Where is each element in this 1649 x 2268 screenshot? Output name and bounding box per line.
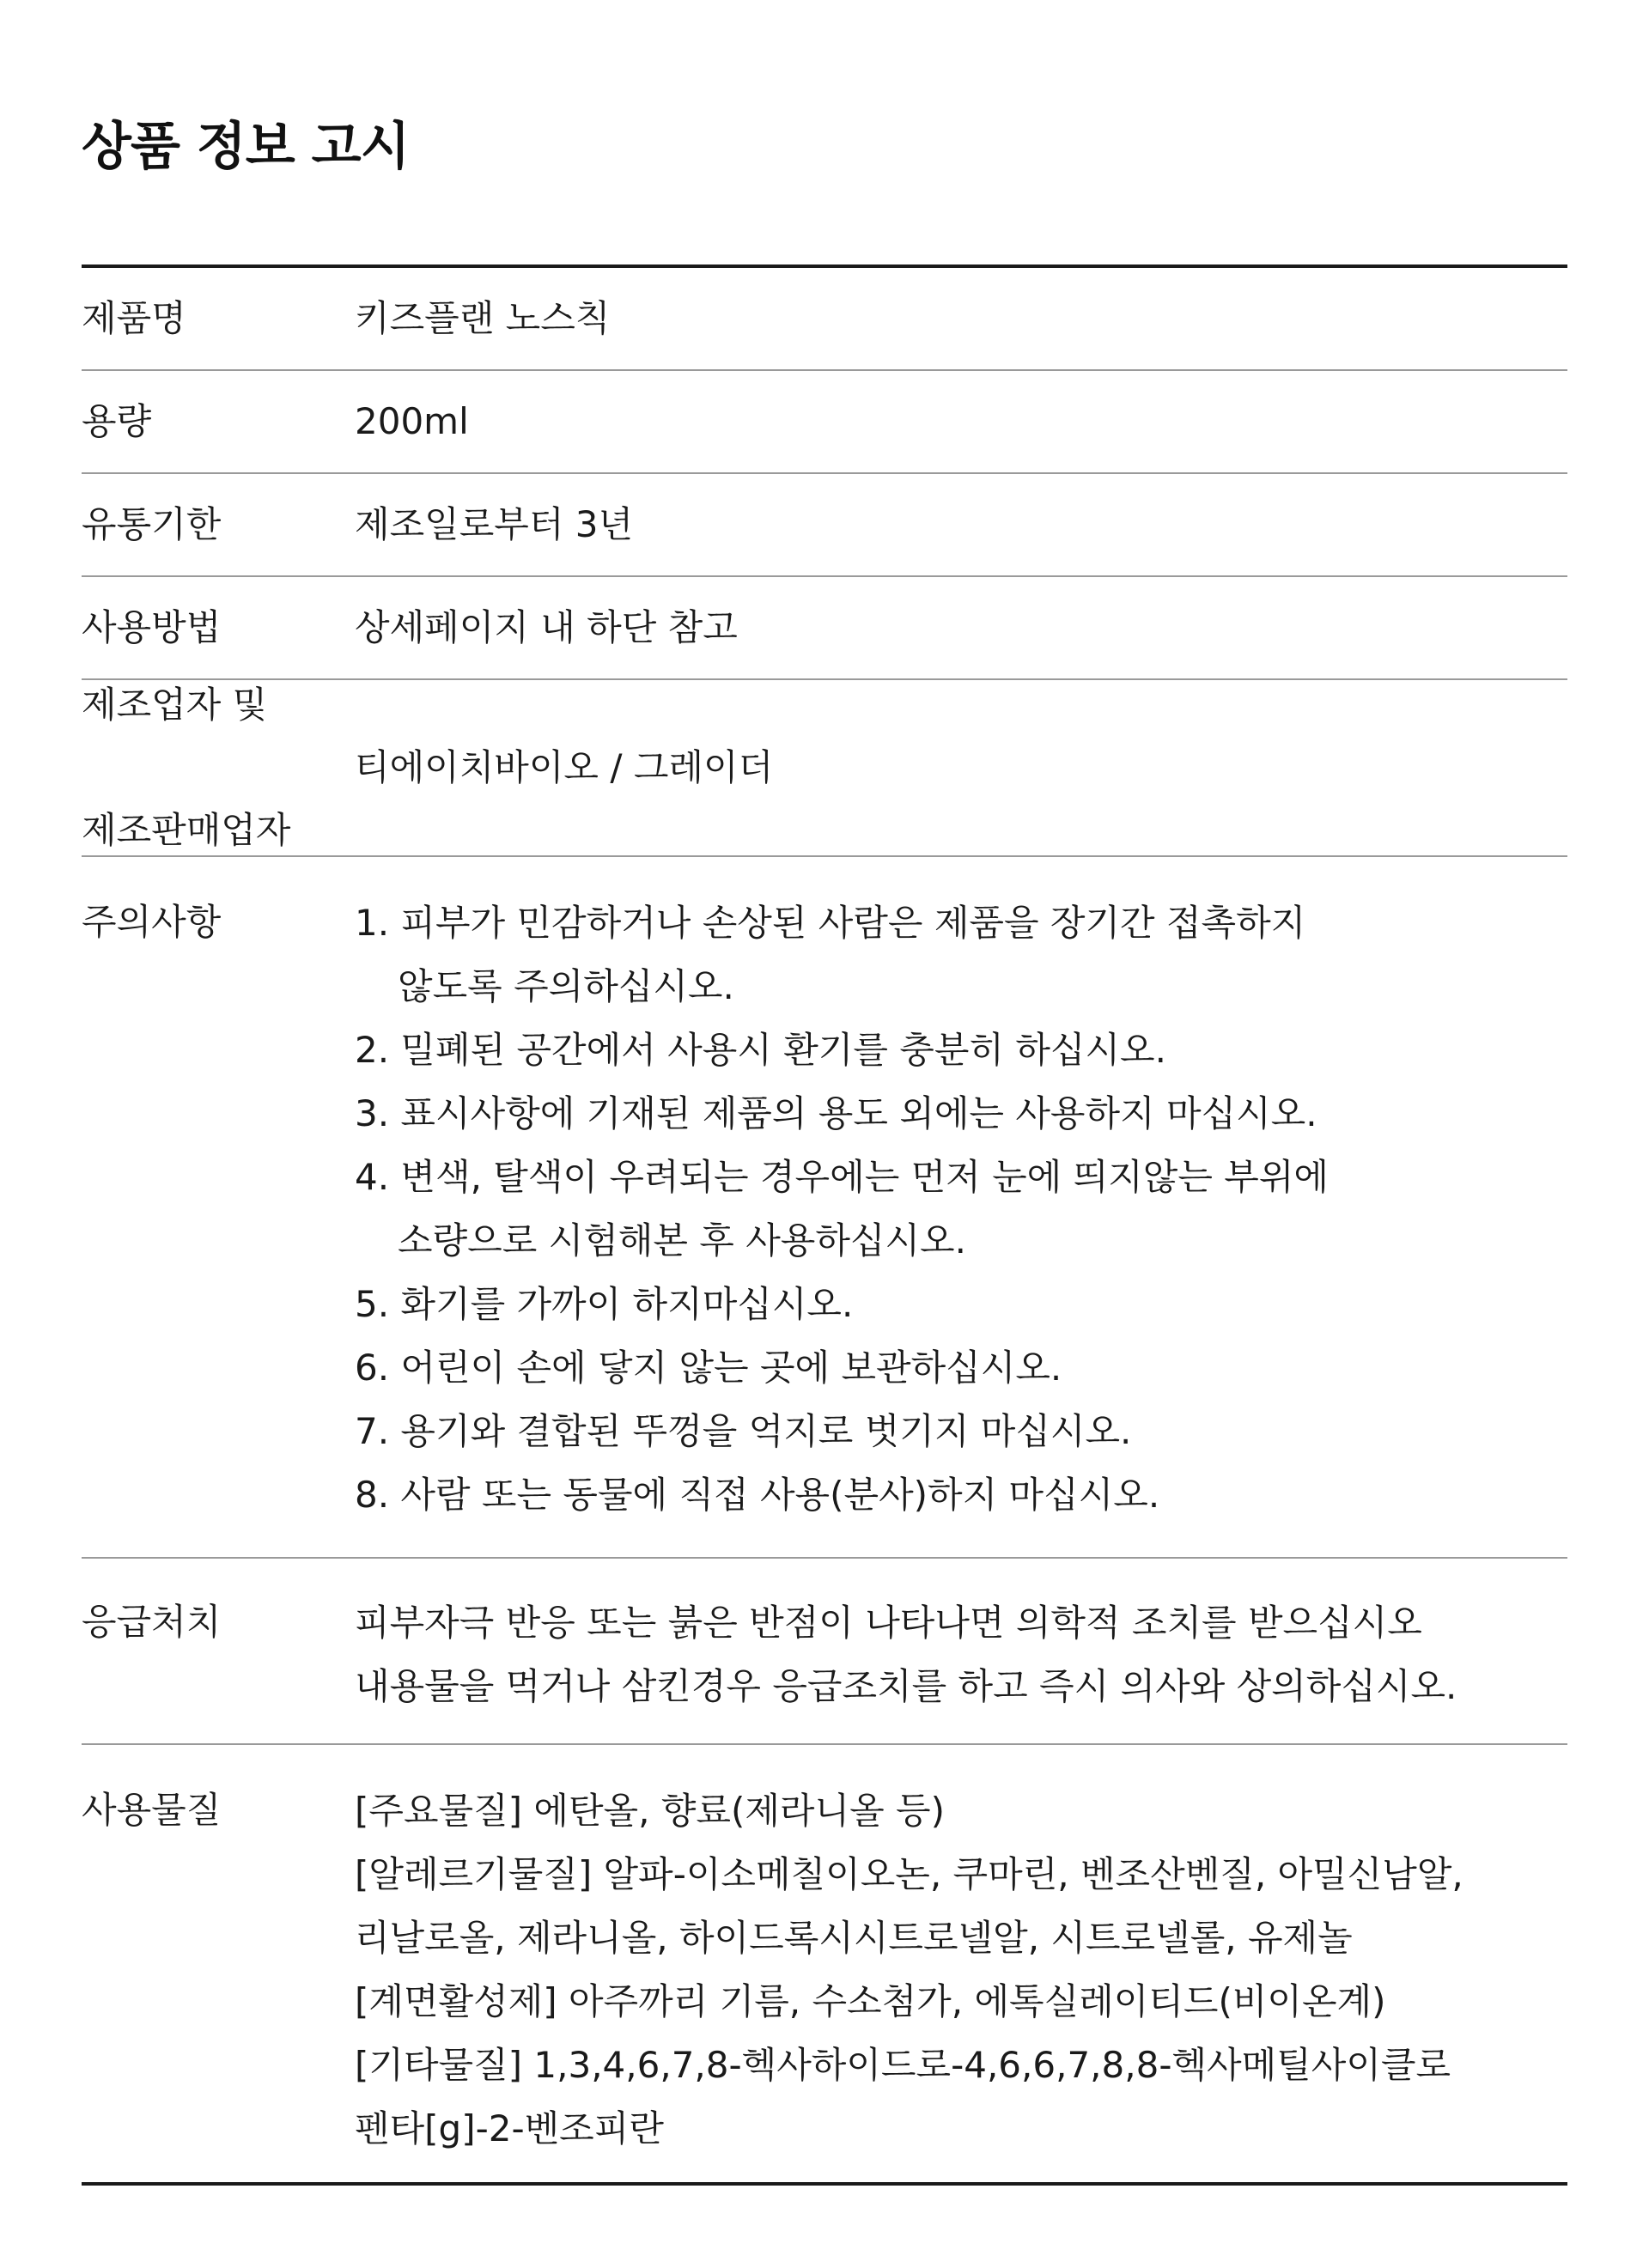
caution-item-text: 2. 밀폐된 공간에서 사용시 환기를 충분히 하십시오.: [355, 1029, 1166, 1071]
manufacturer-label-line: 제조판매업자: [82, 809, 291, 851]
caution-item-text: 3. 표시사항에 기재된 제품의 용도 외에는 사용하지 마십시오.: [355, 1092, 1317, 1134]
product-info-table: [82, 264, 1567, 2186]
expiry-label: 유통기한: [82, 503, 222, 545]
caution-item-continuation: 않도록 주의하십시오.: [398, 965, 734, 1007]
usage-value: 상세페이지 내 하단 참고: [355, 606, 738, 648]
manufacturer-label: [82, 611, 355, 924]
row-substances: [82, 1745, 1567, 2182]
volume-label: 용량: [82, 400, 152, 442]
volume-value: 200ml: [355, 400, 469, 442]
caution-list: [355, 891, 1567, 1527]
row-expiry: [82, 474, 1567, 577]
product-name-value: 키즈플랜 노스칙: [355, 297, 611, 339]
usage-label: 사용방법: [82, 606, 222, 648]
caution-item-text: 4. 변색, 탈색이 우려되는 경우에는 먼저 눈에 띄지않는 부위에: [355, 1156, 1329, 1198]
row-first-aid: [82, 1559, 1567, 1745]
caution-item: [355, 1082, 1567, 1146]
substances-line: [알레르기물질] 알파-이소메칠이오논, 쿠마린, 벤조산벤질, 아밀신남알,: [355, 1853, 1463, 1895]
caution-item-text: 1. 피부가 민감하거나 손상된 사람은 제품을 장기간 접촉하지: [355, 902, 1306, 944]
caution-item: [355, 1463, 1567, 1527]
caution-item-text: 6. 어린이 손에 닿지 않는 곳에 보관하십시오.: [355, 1347, 1062, 1389]
caution-item: [355, 891, 1567, 1018]
caution-label: 주의사항: [82, 901, 222, 943]
caution-item-text: 7. 용기와 결합된 뚜껑을 억지로 벗기지 마십시오.: [355, 1410, 1132, 1452]
caution-item: [355, 1146, 1567, 1273]
row-manufacturer: [82, 680, 1567, 857]
first-aid-value: [355, 1591, 1567, 1718]
manufacturer-label-line: 제조업자 및: [82, 684, 268, 726]
caution-item: [355, 1273, 1567, 1336]
page-title: 상품 정보 고시: [82, 117, 410, 177]
caution-item: [355, 1018, 1567, 1082]
first-aid-label: 응급처치: [82, 1601, 222, 1643]
first-aid-line: 내용물을 먹거나 삼킨경우 응급조치를 하고 즉시 의사와 상의하십시오.: [355, 1665, 1457, 1707]
caution-item-continuation: 소량으로 시험해본 후 사용하십시오.: [398, 1219, 966, 1262]
caution-item: [355, 1400, 1567, 1463]
first-aid-line: 피부자극 반응 또는 붉은 반점이 나타나면 의학적 조치를 받으십시오: [355, 1602, 1422, 1644]
manufacturer-value: 티에이치바이오 / 그레이더: [355, 746, 774, 788]
caution-value: [355, 891, 1567, 1527]
expiry-value: 제조일로부터 3년: [355, 503, 634, 545]
row-caution: [82, 857, 1567, 1559]
caution-item-text: 8. 사람 또는 동물에 직접 사용(분사)하지 마십시오.: [355, 1474, 1160, 1516]
row-product-name: [82, 268, 1567, 371]
substances-line: [계면활성제] 아주까리 기름, 수소첨가, 에톡실레이티드(비이온계): [355, 1980, 1386, 2022]
caution-item: [355, 1336, 1567, 1400]
substances-value: [355, 1779, 1567, 2161]
substances-line: 리날로올, 제라니올, 하이드록시시트로넬알, 시트로넬롤, 유제놀: [355, 1917, 1353, 1959]
substances-line: 펜타[g]-2-벤조피란: [355, 2107, 664, 2149]
substances-line: [기타물질] 1,3,4,6,7,8-헥사하이드로-4,6,6,7,8,8-헥사메틸사이클로: [355, 2044, 1451, 2086]
caution-item-text: 5. 화기를 가까이 하지마십시오.: [355, 1283, 854, 1325]
substances-line: [주요물질] 에탄올, 향료(제라니올 등): [355, 1790, 945, 1832]
substances-label: 사용물질: [82, 1789, 222, 1831]
product-name-label: 제품명: [82, 297, 186, 339]
row-volume: [82, 371, 1567, 474]
